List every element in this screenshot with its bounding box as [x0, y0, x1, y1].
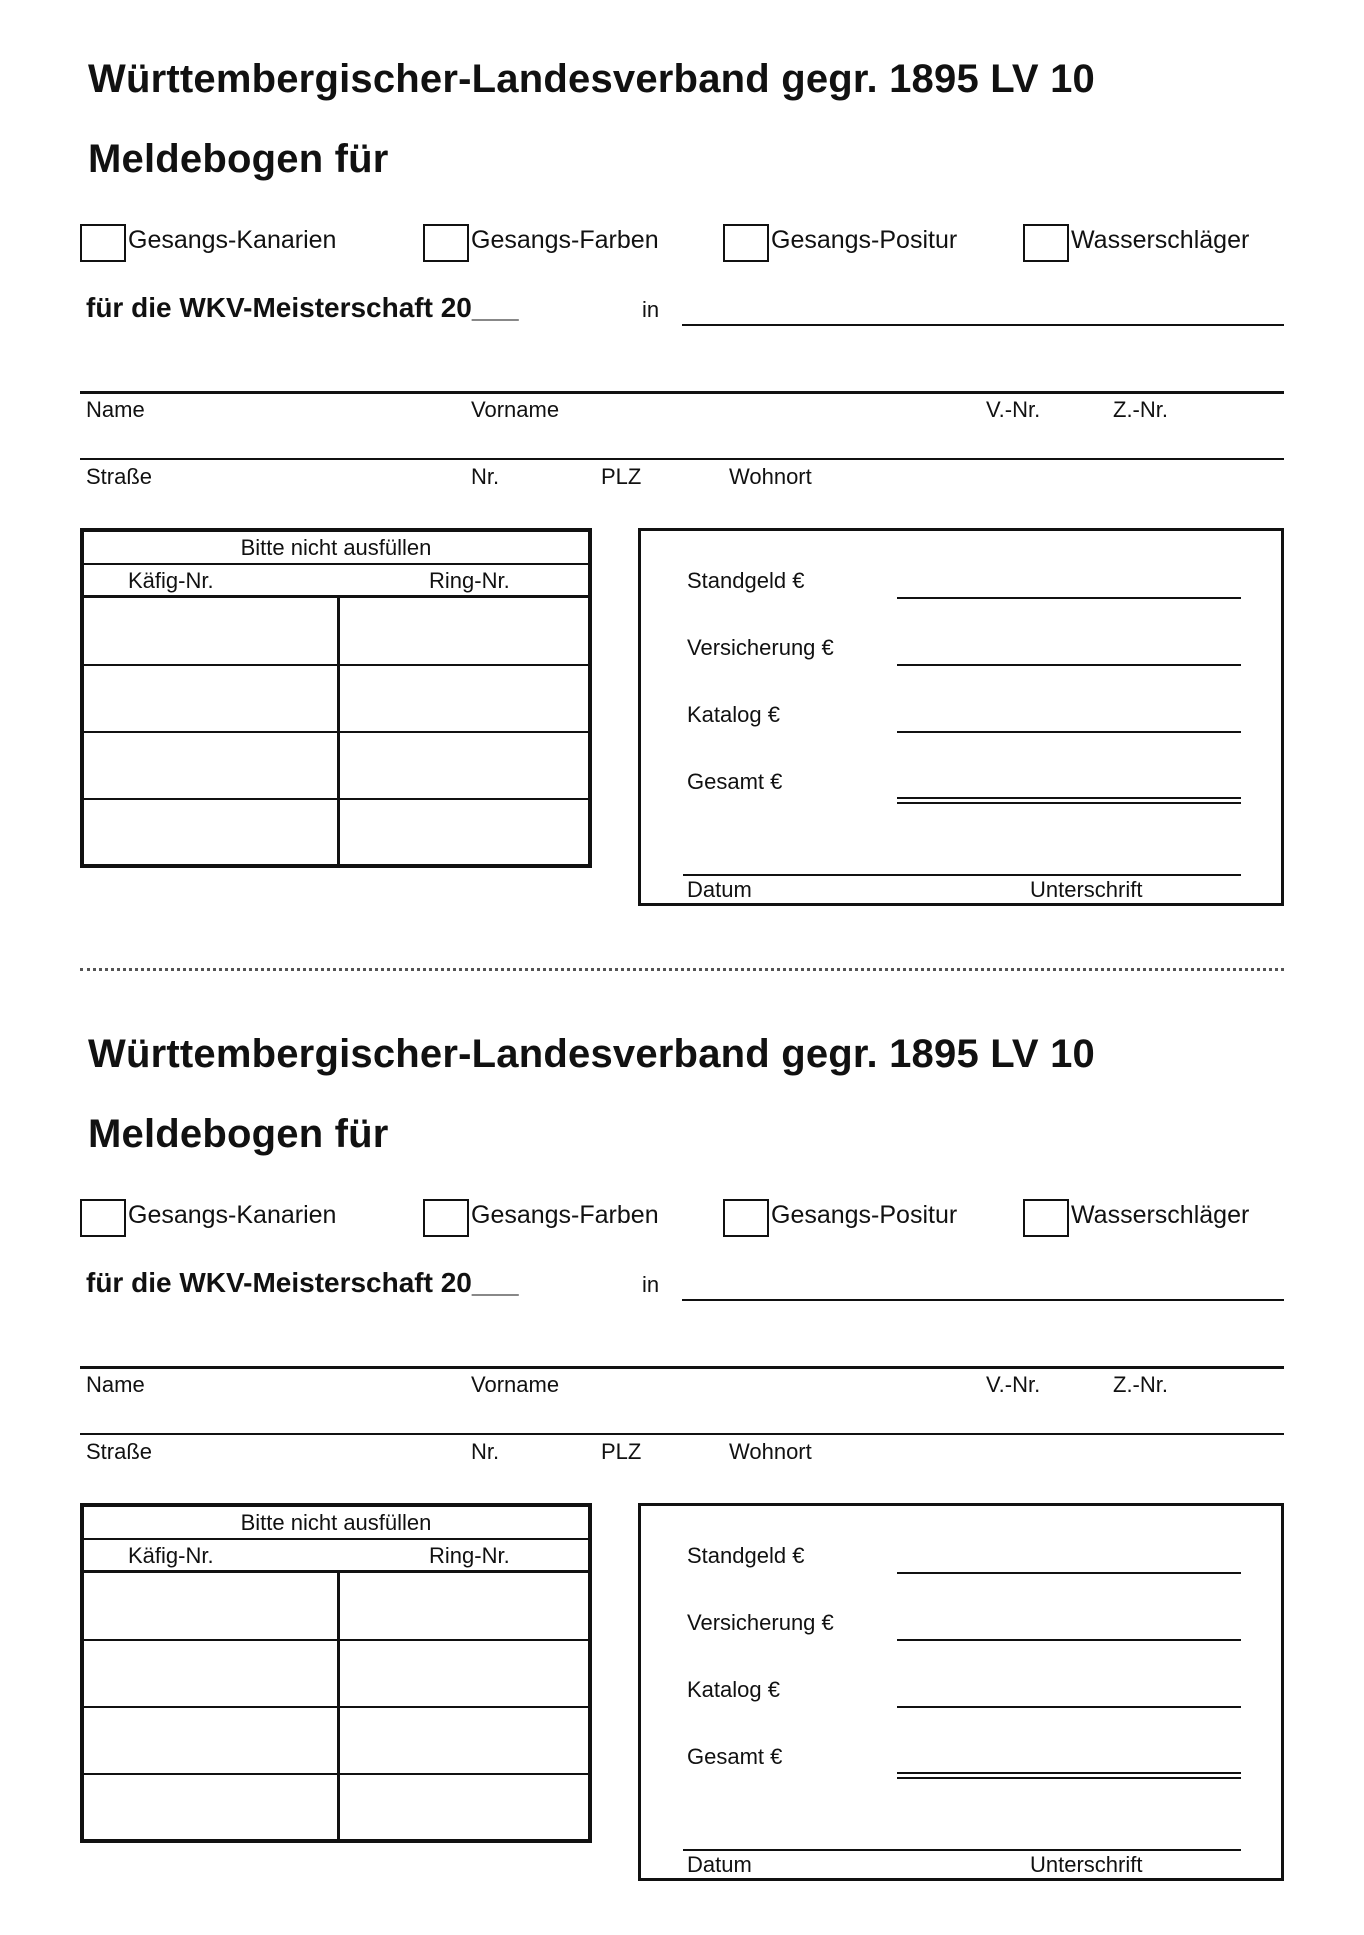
checkbox-label: Gesangs-Kanarien	[128, 226, 337, 254]
checkbox-label: Gesangs-Farben	[471, 226, 659, 254]
checkbox-gesangs-farben[interactable]	[423, 1199, 469, 1237]
wohnort-label: Wohnort	[729, 464, 812, 489]
checkbox-gesangs-kanarien[interactable]	[80, 1199, 126, 1237]
championship-label: für die WKV-Meisterschaft 20___	[86, 1267, 519, 1298]
gesamt-double-line	[897, 1777, 1241, 1779]
name-row-line	[80, 1366, 1284, 1369]
table-header: Bitte nicht ausfüllen	[84, 1507, 588, 1540]
z-nr-label: Z.-Nr.	[1113, 1372, 1168, 1397]
plz-label: PLZ	[601, 1439, 642, 1464]
cage-ring-table	[80, 1503, 592, 1843]
cage-number-header: Käfig-Nr.	[128, 568, 214, 593]
standgeld-field-line[interactable]	[897, 1572, 1241, 1574]
table-row-divider	[84, 798, 588, 800]
versicherung-field-line[interactable]	[897, 664, 1241, 666]
standgeld-field-line[interactable]	[897, 597, 1241, 599]
signature-line[interactable]	[683, 1849, 1241, 1851]
checkbox-label: Gesangs-Kanarien	[128, 1201, 337, 1229]
checkbox-gesangs-positur[interactable]	[723, 1199, 769, 1237]
v-nr-label: V.-Nr.	[986, 397, 1041, 422]
nr-label: Nr.	[471, 1439, 500, 1464]
versicherung-label: Versicherung €	[687, 1610, 834, 1635]
z-nr-label: Z.-Nr.	[1113, 397, 1168, 422]
table-row-divider	[84, 1706, 588, 1708]
strasse-label: Straße	[86, 1439, 153, 1464]
checkbox-label: Gesangs-Positur	[771, 1201, 958, 1229]
gesamt-label: Gesamt €	[687, 769, 783, 794]
gesamt-double-line	[897, 802, 1241, 804]
signature-line[interactable]	[683, 874, 1241, 876]
checkbox-label: Wasserschläger	[1071, 226, 1250, 254]
gesamt-field-line[interactable]	[897, 1772, 1241, 1774]
table-header: Bitte nicht ausfüllen	[84, 532, 588, 565]
table-row-divider	[84, 664, 588, 666]
versicherung-field-line[interactable]	[897, 1639, 1241, 1641]
standgeld-label: Standgeld €	[687, 568, 805, 593]
name-label: Name	[86, 397, 145, 422]
checkbox-label: Gesangs-Positur	[771, 226, 958, 254]
form-title: Württembergischer-Landesverband gegr. 1895 LV 10	[88, 1032, 1095, 1076]
datum-label: Datum	[687, 877, 752, 902]
versicherung-label: Versicherung €	[687, 635, 834, 660]
katalog-field-line[interactable]	[897, 731, 1241, 733]
strasse-label: Straße	[86, 464, 153, 489]
standgeld-label: Standgeld €	[687, 1543, 805, 1568]
vorname-label: Vorname	[471, 397, 560, 422]
gesamt-field-line[interactable]	[897, 797, 1241, 799]
registration-form-2	[0, 975, 1364, 1935]
fee-box	[638, 528, 1284, 906]
location-field-line[interactable]	[682, 1299, 1284, 1301]
table-row-divider	[84, 1639, 588, 1641]
table-row-divider	[84, 1773, 588, 1775]
championship-label: für die WKV-Meisterschaft 20___	[86, 292, 519, 323]
checkbox-gesangs-kanarien[interactable]	[80, 224, 126, 262]
katalog-field-line[interactable]	[897, 1706, 1241, 1708]
address-row-line	[80, 1433, 1284, 1435]
plz-label: PLZ	[601, 464, 642, 489]
table-row-divider	[84, 731, 588, 733]
location-label: in	[642, 1272, 660, 1297]
nr-label: Nr.	[471, 464, 500, 489]
cage-number-header: Käfig-Nr.	[128, 1543, 214, 1568]
ring-number-header: Ring-Nr.	[429, 568, 510, 593]
table-column-headers	[84, 565, 588, 598]
vorname-label: Vorname	[471, 1372, 560, 1397]
gesamt-label: Gesamt €	[687, 1744, 783, 1769]
checkbox-gesangs-positur[interactable]	[723, 224, 769, 262]
table-column-headers	[84, 1540, 588, 1573]
datum-label: Datum	[687, 1852, 752, 1877]
location-field-line[interactable]	[682, 324, 1284, 326]
cage-ring-table	[80, 528, 592, 868]
address-row-line	[80, 458, 1284, 460]
unterschrift-label: Unterschrift	[1030, 877, 1143, 902]
wohnort-label: Wohnort	[729, 1439, 812, 1464]
v-nr-label: V.-Nr.	[986, 1372, 1041, 1397]
registration-form-1	[0, 0, 1364, 960]
checkbox-wasserschlaeger[interactable]	[1023, 1199, 1069, 1237]
unterschrift-label: Unterschrift	[1030, 1852, 1143, 1877]
form-title: Württembergischer-Landesverband gegr. 1895 LV 10	[88, 57, 1095, 101]
checkbox-wasserschlaeger[interactable]	[1023, 224, 1069, 262]
katalog-label: Katalog €	[687, 702, 780, 727]
katalog-label: Katalog €	[687, 1677, 780, 1702]
name-row-line	[80, 391, 1284, 394]
form-subtitle: Meldebogen für	[88, 137, 389, 181]
checkbox-label: Wasserschläger	[1071, 1201, 1250, 1229]
ring-number-header: Ring-Nr.	[429, 1543, 510, 1568]
location-label: in	[642, 297, 660, 322]
form-subtitle: Meldebogen für	[88, 1112, 389, 1156]
checkbox-gesangs-farben[interactable]	[423, 224, 469, 262]
fee-box	[638, 1503, 1284, 1881]
name-label: Name	[86, 1372, 145, 1397]
checkbox-label: Gesangs-Farben	[471, 1201, 659, 1229]
cut-line-divider	[80, 968, 1284, 971]
